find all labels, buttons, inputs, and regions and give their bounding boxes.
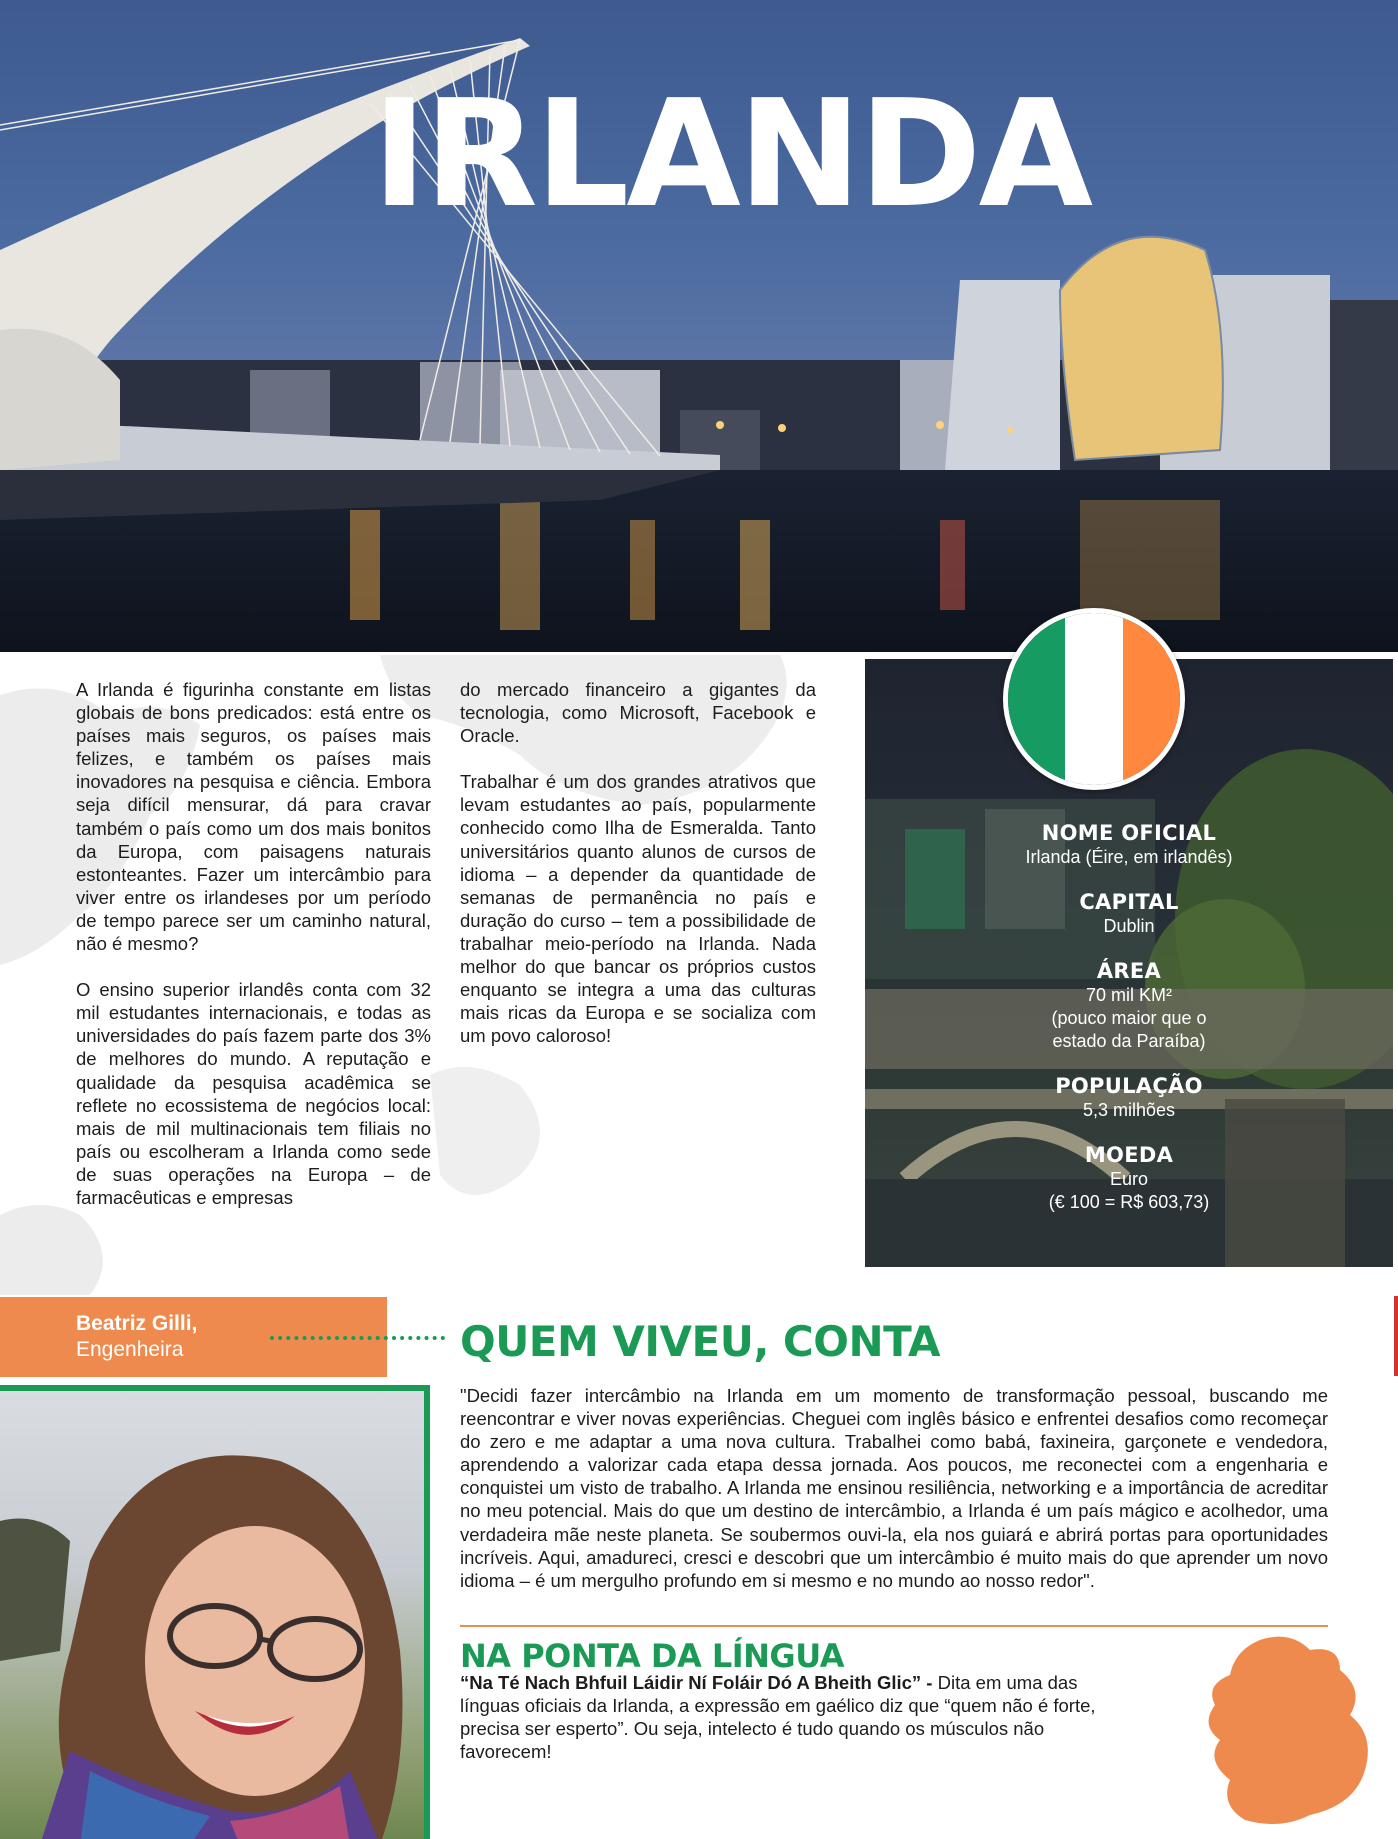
section-divider: [460, 1625, 1328, 1627]
fact-label: MOEDA: [1084, 1143, 1174, 1167]
fact-population: [885, 1073, 1373, 1122]
gaelic-phrase: “Na Té Nach Bhfuil Láidir Ní Foláir Dó A Bheith Glic” -: [460, 1672, 933, 1693]
intro-paragraph: do mercado financeiro a gigantes da tecnologia, como Microsoft, Facebook e Oracle.: [460, 679, 816, 747]
page-title: IRLANDA: [372, 68, 1091, 240]
flag-white-stripe: [1065, 613, 1122, 785]
dotted-connector: [270, 1336, 445, 1340]
testimonial-heading: QUEM VIVEU, CONTA: [460, 1317, 940, 1366]
ponta-text: [460, 1671, 1140, 1763]
intro-column-2: [460, 678, 816, 1070]
edge-accent: [1394, 1296, 1398, 1376]
fact-value: Irlanda (Éire, em irlandês): [1025, 847, 1233, 867]
portrait-illustration: [0, 1391, 430, 1839]
intro-paragraph: O ensino superior irlandês conta com 32 mil estudantes internacionais, e todas as universidades do país fazem parte dos 3% de melhores do mundo. A reputação e qualidade da pesquisa acadêmica se reflete no ecossistema de negócios local: mais de mil multinacionais tem filiais no país ou escolheram a Irlanda como sede de suas operações na Europa – de farmacêuticas e empresas: [76, 979, 431, 1208]
testimonial-text: "Decidi fazer intercâmbio na Irlanda em um momento de transformação pessoal, buscando me reencontrar e viver novas experiências. Cheguei com inglês básico e enfrentei desafios como recomeçar do zero e me adaptar a uma nova cultura. Trabalhei como babá, faxineira, garçonete e vendedora, aprendendo a valorizar cada etapa dessa jornada. Aos poucos, me reconectei com a engenharia e conquistei um visto de trabalho. A Irlanda me ensinou resiliência, networking e a importância de acreditar no meu potencial. Mais do que um destino de intercâmbio, a Irlanda é um país mágico e acolhedor, uma verdadeira mãe neste planeta. Se soubermos ouvi-la, ela nos guiará e abrirá portas para oportunidades incríveis. Aqui, amadureci, cresci e descobri que um intercâmbio é muito mais do que aprender um novo idioma – é um mergulho profundo em si mesmo e no mundo ao nosso redor".: [460, 1385, 1328, 1591]
intro-paragraph: A Irlanda é figurinha constante em listas globais de bons predicados: está entre os países mais seguros, os países mais felizes, e também os países mais inovadores na pesquisa e ciência. Embora seja difícil mensurar, dá para cravar também o país como um dos mais bonitos da Europa, com paisagens naturais estonteantes. Fazer um intercâmbio para viver entre os irlandeses por um período de tempo parece ser um caminho natural, não é mesmo?: [76, 679, 431, 955]
fact-label: ÁREA: [1096, 959, 1162, 983]
fact-label: POPULAÇÃO: [1055, 1074, 1203, 1098]
fact-official-name: [885, 820, 1373, 869]
ponta-heading: NA PONTA DA LÍNGUA: [460, 1637, 844, 1675]
fact-label: CAPITAL: [1079, 890, 1179, 914]
hero-image: [0, 0, 1398, 652]
ireland-flag-icon: [1003, 608, 1185, 790]
intro-paragraph: Trabalhar é um dos grandes atrativos que levam estudantes ao país, popularmente conhecido como Ilha de Esmeralda. Tanto universitários quanto alunos de cursos de idioma – a depender da quantidade de semanas de permanência no país e duração do curso – tem a possibilidade de trabalhar meio-período na Irlanda. Nada melhor do que bancar os próprios custos enquanto se integra a uma das culturas mais ricas da Europa e se socializa com um povo caloroso!: [460, 771, 816, 1047]
fact-value: 70 mil KM² (pouco maior que o estado da Paraíba): [1051, 985, 1207, 1051]
facts-list: [885, 820, 1373, 1234]
fact-label: NOME OFICIAL: [1041, 821, 1217, 845]
profile-role: Engenheira: [76, 1338, 184, 1361]
profile-name: Beatriz Gilli,: [76, 1312, 198, 1335]
ponta-explanation: Dita em uma das línguas oficiais da Irlanda, a expressão em gaélico diz que “quem não é forte, precisa ser esperto”. Ou seja, intelecto é tudo quando os músculos não favorecem!: [460, 1672, 1096, 1763]
profile-photo: [0, 1385, 430, 1839]
ireland-map-icon: [1190, 1630, 1398, 1839]
intro-column-1: [76, 678, 431, 1232]
fact-area: [885, 958, 1373, 1053]
fact-value: Euro (€ 100 = R$ 603,73): [1048, 1169, 1210, 1212]
fact-value: 5,3 milhões: [1082, 1100, 1176, 1120]
fact-currency: [885, 1142, 1373, 1214]
fact-value: Dublin: [1103, 916, 1155, 936]
fact-capital: [885, 889, 1373, 938]
